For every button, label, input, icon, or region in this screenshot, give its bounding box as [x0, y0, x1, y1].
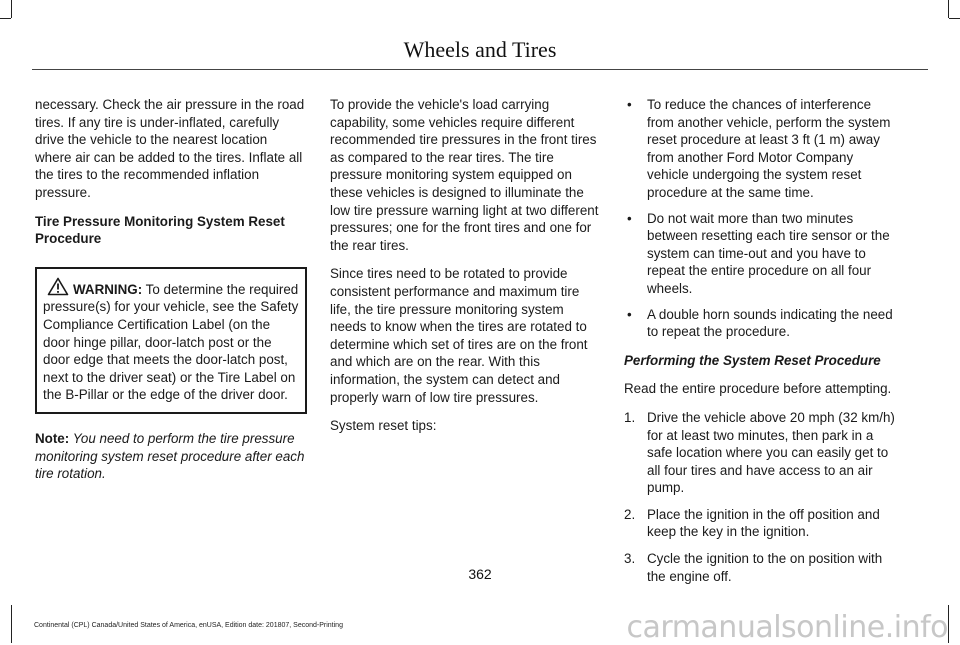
- reset-tips-list: [624, 96, 898, 341]
- note-paragraph: [35, 430, 307, 483]
- watermark: carmanualsonline.info: [626, 610, 948, 645]
- list-item: [624, 96, 898, 202]
- crop-mark: [0, 18, 11, 19]
- column-middle: [330, 96, 602, 446]
- column-left: [35, 96, 307, 494]
- crop-mark: [949, 18, 960, 19]
- step-number: 3.: [624, 551, 636, 567]
- step-number: 1.: [624, 409, 636, 425]
- crop-mark: [948, 605, 949, 643]
- paragraph-load-capability: To provide the vehicle's load carrying capability, some vehicles require different recommended tire pressures in the front tires as compared to the rear tires. The tire pressure monitoring system equipped on these vehicles is designed to illuminate the low tire pressure warning light at two different pressures; one for the front tires and one for the rear tires.: [330, 97, 599, 253]
- bullet: •: [627, 210, 632, 226]
- warning-box: [35, 267, 307, 414]
- bullet: •: [627, 97, 632, 112]
- list-item-text: To reduce the chances of interference from another vehicle, perform the system reset procedure at least 3 ft (1 m) away from another Ford Motor Company vehicle undergoing the system reset procedure at the same time.: [647, 97, 891, 200]
- list-item: [624, 306, 898, 341]
- step-item: [624, 409, 898, 497]
- procedure-steps: [624, 409, 898, 585]
- crop-mark: [11, 605, 12, 643]
- note-label: Note:: [35, 430, 70, 446]
- list-item-text: A double horn sounds indicating the need to repeat the procedure.: [647, 306, 893, 340]
- paragraph-tire-rotation: Since tires need to be rotated to provide consistent performance and maximum tire life, the tire pressure monitoring system needs to know when the tires are rotated to determine which set of tires are on the front and which are on the rear. With this information, the system can detect and properly warn of low tire pressures.: [330, 266, 588, 405]
- page-number: 362: [468, 566, 492, 582]
- edition-footer: Continental (CPL) Canada/United States of America, enUSA, Edition date: 201807, Second-Printing: [34, 622, 343, 629]
- crop-mark: [948, 0, 949, 18]
- crop-mark: [11, 0, 12, 18]
- title-divider: [32, 69, 928, 70]
- step-text: Cycle the ignition to the on position with the engine off.: [647, 551, 883, 584]
- intro-paragraph: necessary. Check the air pressure in the road tires. If any tire is under-inflated, carefully drive the vehicle to the nearest location where air can be added to the tires. Inflate all the tires to the recommended inflation pressure.: [35, 97, 305, 200]
- warning-text: To determine the required pressure(s) for your vehicle, see the Safety Compliance Certification Label (on the door hinge pillar, door-latch post or the door edge that meets the door-latch post, next to the driver seat) or the Tire Label on the B-Pillar or the edge of the driver door.: [43, 281, 299, 403]
- step-text: Drive the vehicle above 20 mph (32 km/h) for at least two minutes, then park in a safe location where you can easily get to all four tires and have access to an air pump.: [647, 409, 895, 496]
- bullet: •: [627, 306, 632, 322]
- note-text: You need to perform the tire pressure monitoring system reset procedure after each tire rotation.: [35, 430, 305, 482]
- list-item: [624, 210, 898, 298]
- list-item-text: Do not wait more than two minutes between resetting each tire sensor or the system can time-out and you have to repeat the entire procedure on all four wheels.: [647, 210, 890, 296]
- warning-label: WARNING:: [73, 281, 143, 297]
- warning-triangle-icon: [47, 277, 69, 296]
- procedure-heading: Performing the System Reset Procedure: [624, 352, 881, 368]
- paragraph-reset-tips: System reset tips:: [330, 418, 437, 434]
- step-number: 2.: [624, 506, 636, 522]
- column-right: [624, 96, 898, 594]
- step-item: [624, 506, 898, 541]
- step-text: Place the ignition in the off position and keep the key in the ignition.: [647, 506, 880, 540]
- section-heading: Tire Pressure Monitoring System Reset Procedure: [35, 213, 285, 247]
- page-title: Wheels and Tires: [403, 37, 557, 62]
- procedure-intro: Read the entire procedure before attempting.: [624, 381, 892, 397]
